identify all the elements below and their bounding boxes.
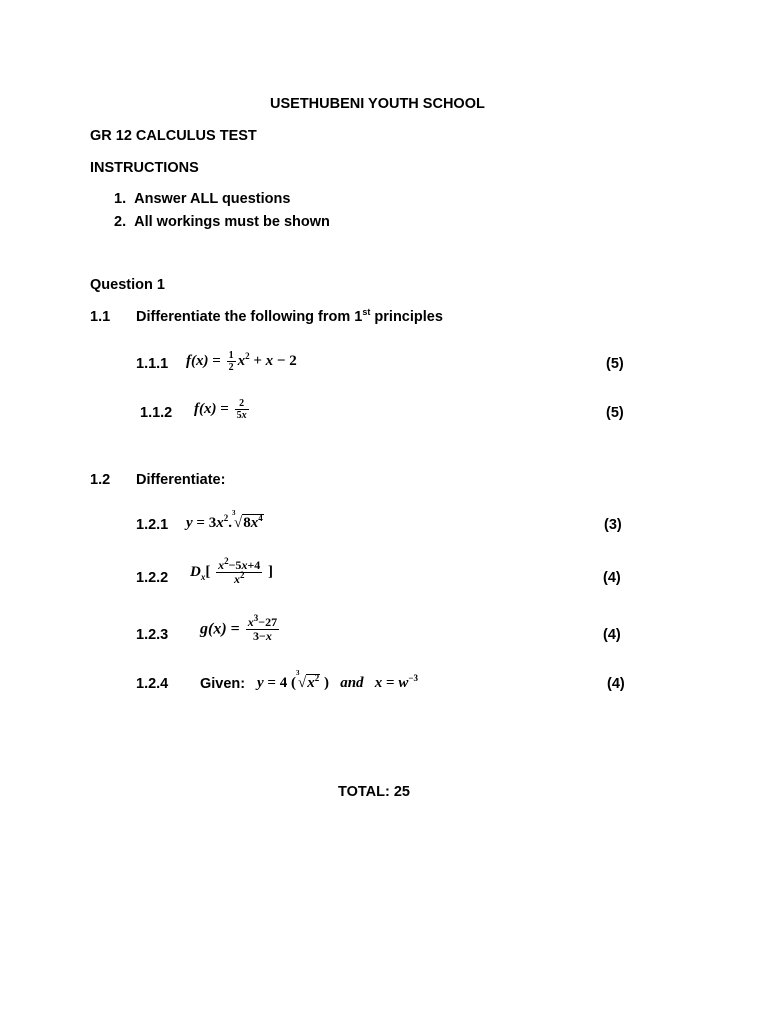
subquestion-number: 1.2.1 — [136, 517, 169, 533]
formula-1-2-4: y = 4 ( 3 $√x^2$ ) and $x = w^{-3}$ — [257, 669, 419, 691]
question-text-part: principles — [370, 309, 443, 325]
marks: (3) — [604, 517, 622, 533]
instruction-number: 1. — [114, 191, 127, 207]
given-label: Given: — [200, 676, 246, 692]
school-name: USETHUBENI YOUTH SCHOOL — [270, 96, 485, 112]
subquestion-number: 1.2.3 — [136, 627, 169, 643]
marks: (5) — [606, 356, 624, 372]
question-number: 1.2 — [90, 472, 111, 488]
ordinal-suffix: st — [362, 307, 371, 318]
subquestion-number: 1.2.4 — [136, 676, 169, 692]
total-score: TOTAL: 25 — [338, 784, 410, 800]
question-number: 1.1 — [90, 309, 111, 325]
instruction-text: All workings must be shown — [134, 214, 330, 230]
marks: (5) — [606, 405, 624, 421]
instructions-heading: INSTRUCTIONS — [90, 160, 199, 176]
formula-1-2-2: $D_x$[ $\frac{x^2-5x+4}{x^2}$ ] — [190, 556, 274, 587]
question-text: Differentiate: — [136, 472, 226, 488]
formula-1-1-2: f(x) = $\frac{2}{5x}$ — [194, 398, 247, 421]
question-text — [136, 307, 443, 325]
marks: (4) — [603, 627, 621, 643]
formula-1-2-3: g(x) = $\frac{x^3-27}{3-x}$ — [200, 613, 278, 644]
instruction-text: Answer ALL questions — [134, 191, 291, 207]
formula-1-1-1: f(x) = $\frac{1}{2}$ $x^2 + x - 2$ — [186, 350, 297, 373]
instruction-number: 2. — [114, 214, 127, 230]
subquestion-number: 1.1.2 — [140, 405, 173, 421]
instruction-item — [114, 215, 330, 230]
instruction-item — [114, 192, 290, 207]
subquestion-number: 1.1.1 — [136, 356, 169, 372]
question-heading: Question 1 — [90, 277, 165, 293]
test-title: GR 12 CALCULUS TEST — [90, 128, 257, 144]
formula-1-2-1: $y = 3x^2$. 3 $√8x^4$ — [186, 509, 263, 531]
subquestion-number: 1.2.2 — [136, 570, 169, 586]
marks: (4) — [603, 570, 621, 586]
marks: (4) — [607, 676, 625, 692]
question-text-part: Differentiate the following from 1 — [136, 309, 363, 325]
